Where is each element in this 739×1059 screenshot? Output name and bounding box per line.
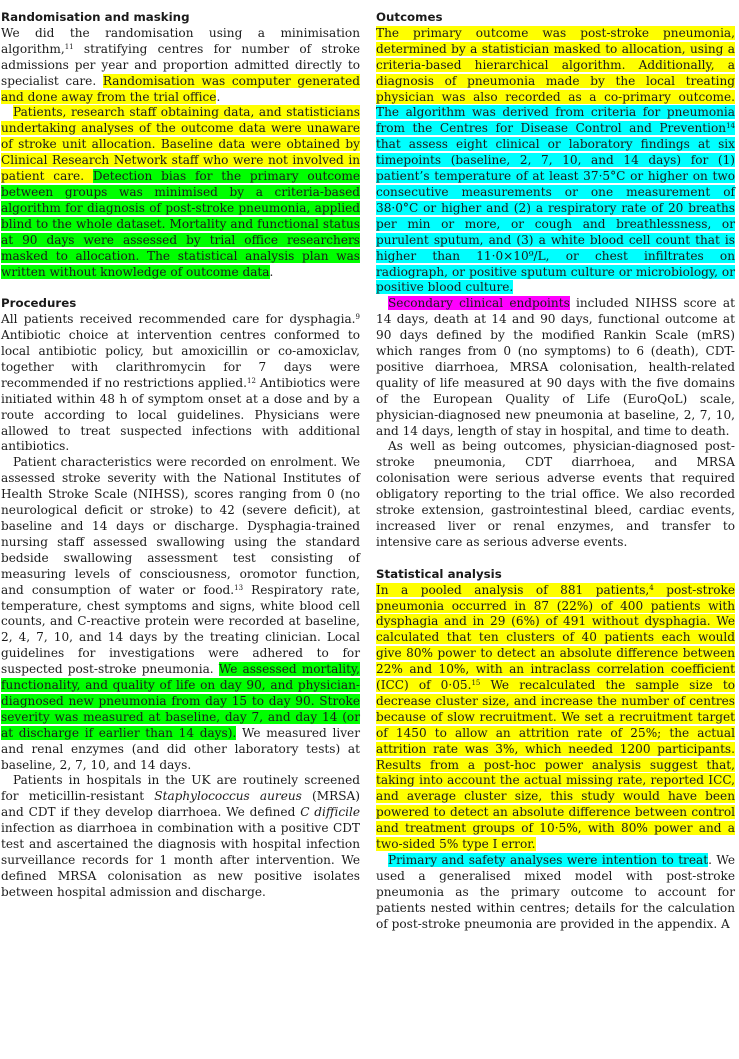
- highlighted-text: Primary and safety analyses were intention to treat: [388, 853, 709, 868]
- section-heading-randomisation: Randomisation and masking: [1, 10, 190, 24]
- section-gap: [1, 280, 360, 296]
- left-column: [1, 10, 360, 901]
- text-run: included NIHSS score at 14 days, death at 14 and 90 days, functional outcome at 90 days defined by the modified Rankin Scale (mRS) which ranges from 0 (no symptoms) to 6 (death), CDT-positive diarrhoea, MRSA colonisation, health-related quality of life measured at 90 days with the five domains of the European Quality of Life (EuroQoL) scale, physician-diagnosed new pneumonia at baseline, 2, 7, 10, and 14 days, length of stay in hospital, and time to death.: [376, 296, 735, 438]
- highlighted-text: We recalculated the sample size to decrease cluster size, and increase the number of centres because of slow recruitment. We set a recruitment target of 1450 to allow an attrition rate of 25%; the actual attrition rate was 3%, which needed 1200 participants. Results from a post-hoc power analysis suggest that, taking into account the actual missing rate, reported ICC, and average cluster size, this study would have been powered to detect an absolute difference between control and treatment groups of 10·5%, with 80% power and a two-sided 5% type I error.: [376, 678, 735, 852]
- text-run: C difficile: [300, 805, 360, 820]
- paragraph: [376, 296, 735, 439]
- highlighted-text: The algorithm was derived from criteria for pneumonia from the Centres for Disease Control and Prevention: [376, 105, 735, 136]
- text-run: Antibiotics were initiated within 48 h of symptom onset at a dose and by a route according to local guidelines. Physicians were allowed to treat suspected infections with additional antibiotics.: [1, 375, 360, 454]
- text-run: .: [216, 89, 221, 104]
- citation-number: 14: [726, 122, 735, 131]
- text-run: stratifying centres for number of stroke admissions per year and proportion admitted directly to specialist care.: [1, 41, 360, 88]
- text-run: All patients received recommended care for dysphagia.: [1, 312, 356, 327]
- paragraph: [376, 853, 735, 933]
- highlighted-text: Randomisation was computer generated and done away from the trial office: [1, 73, 361, 104]
- paragraph: [1, 26, 360, 106]
- text-run: Patient characteristics were recorded on enrolment. We assessed stroke severity with the National Institutes of Health Stroke Scale (NIHSS), scores ranging from 0 (no neurological deficit or stroke) to 42 (severe deficit), at baseline and 14 days or discharge. Dysphagia-trained nursing staff assessed swallowing using the standard bedside swallowing assessment test consisting of measuring levels of consciousness, oromotor function, and consumption of water or food.: [1, 455, 360, 597]
- paragraph: [376, 26, 735, 296]
- citation-number: 13: [234, 583, 244, 592]
- paragraph: [376, 439, 735, 550]
- paragraph: [1, 105, 360, 280]
- text-run: . We used a generalised mixed model with post-stroke pneumonia as the primary outcome to account for patients nested within centres; details for the calculation of post-stroke pneumonia are provided in the appendix. A: [376, 853, 735, 931]
- paragraph: [1, 455, 360, 773]
- highlighted-text: that assess eight clinical or laboratory findings at six timepoints (baseline, 2, 7, 10, and 14 days) for (1) patient’s temperature of at least 37·5°C or higher on two consecutive measurements or one measurement of 38·0°C or higher and (2) a respiratory rate of 20 breaths per min or more, or cough and breathlessness, or purulent sputum, and (3) a white blood cell count that is higher than 11·0×10⁹/L, or chest infiltrates on radiograph, or positive sputum culture or microbiology, or positive blood culture.: [376, 137, 735, 295]
- section-heading-statistical-analysis: Statistical analysis: [376, 566, 502, 581]
- highlighted-text: Patients, research staff obtaining data, and statisticians undertaking analyses of the outcome data were unaware of stroke unit allocation. Baseline data were obtained by Clinical Research Network staff who were not involved in patient care.: [1, 105, 360, 184]
- text-run: Respiratory rate, temperature, chest symptoms and signs, white blood cell counts, and C-reactive protein were recorded at baseline, 2, 4, 7, 10, and 14 days by the treating clinician. Local guidelines for investigations were adhered to for suspected post-stroke pneumonia.: [1, 582, 360, 677]
- text-run: Patients in hospitals in the UK are routinely screened for meticillin-resistant: [1, 773, 360, 804]
- citation-number: 11: [64, 42, 74, 51]
- section-gap: [376, 551, 735, 567]
- text-run: .: [269, 264, 274, 279]
- highlighted-text: Detection bias for the primary outcome between groups was minimised by a criteria-based algorithm for diagnosis of post-stroke pneumonia, applied blind to the whole dataset. Mortality and functional status at 90 days were assessed by trial office researchers masked to allocation. The statistical analysis plan was written without knowledge of outcome data: [1, 169, 360, 279]
- section-heading-procedures: Procedures: [1, 296, 77, 311]
- highlighted-text: In a pooled analysis of 881 patients,: [376, 582, 650, 597]
- paragraph: [1, 312, 360, 455]
- highlighted-text: post-stroke pneumonia occurred in 87 (22%) of 400 patients with dysphagia and in 29 (6%) of 491 without dysphagia. We calculated that ten clusters of 40 patients each would give 80% power to detect an absolute difference between 22% and 10%, with an intraclass correlation coefficient (ICC) of 0·05.: [376, 582, 735, 693]
- highlighted-text: We assessed mortality, functionality, and quality of life on day 90, and physician-diagnosed new pneumonia from day 15 to day 90. Stroke severity was measured at baseline, day 7, and day 14 (or at discharge if earlier than 14 days).: [1, 662, 360, 740]
- paragraph: [376, 583, 735, 853]
- section-heading-outcomes: Outcomes: [376, 10, 443, 24]
- text-run: (MRSA) and CDT if they develop diarrhoea. We defined: [1, 789, 360, 820]
- text-run: We measured liver and renal enzymes (and did other laboratory tests) at baseline, 2, 7, 10, and 14 days.: [1, 725, 360, 772]
- text-run: Staphylococcus aureus: [154, 789, 302, 804]
- right-column: [376, 10, 735, 933]
- citation-number: 9: [355, 313, 360, 322]
- text-run: Antibiotic choice at intervention centres conformed to local antibiotic policy, but amoxicillin or co-amoxiclav, together with clarithromycin for 7 days were recommended if no restrictions applied.: [1, 328, 360, 390]
- highlighted-text: Secondary clinical endpoints: [388, 296, 570, 311]
- article-page: [0, 10, 739, 1059]
- highlighted-text: [726, 121, 735, 135]
- text-run: infection as diarrhoea in combination with a positive CDT test and ascertained the diagnosis with hospital infection surveillance records for 1 month after intervention. We defined MRSA colonisation as new positive isolates between hospital admission and discharge.: [1, 821, 360, 899]
- text-run: We did the randomisation using a minimisation algorithm,: [1, 25, 360, 56]
- citation-number: 4: [649, 583, 654, 592]
- citation-number: 12: [247, 376, 256, 385]
- paragraph: [1, 773, 360, 900]
- highlighted-text: The primary outcome was post-stroke pneumonia, determined by a statistician masked to allocation, using a criteria-based hierarchical algorithm. Additionally, a diagnosis of pneumonia made by the local treating physician was also recorded as a co-primary outcome.: [376, 25, 735, 104]
- citation-number: 15: [471, 679, 481, 688]
- text-run: As well as being outcomes, physician-diagnosed post-stroke pneumonia, CDT diarrhoea, and MRSA colonisation were serious adverse events that required obligatory reporting to the trial office. We also recorded stroke extension, gastrointestinal bleed, cardiac events, increased liver or renal enzymes, and transfer to intensive care as serious adverse events.: [376, 439, 735, 549]
